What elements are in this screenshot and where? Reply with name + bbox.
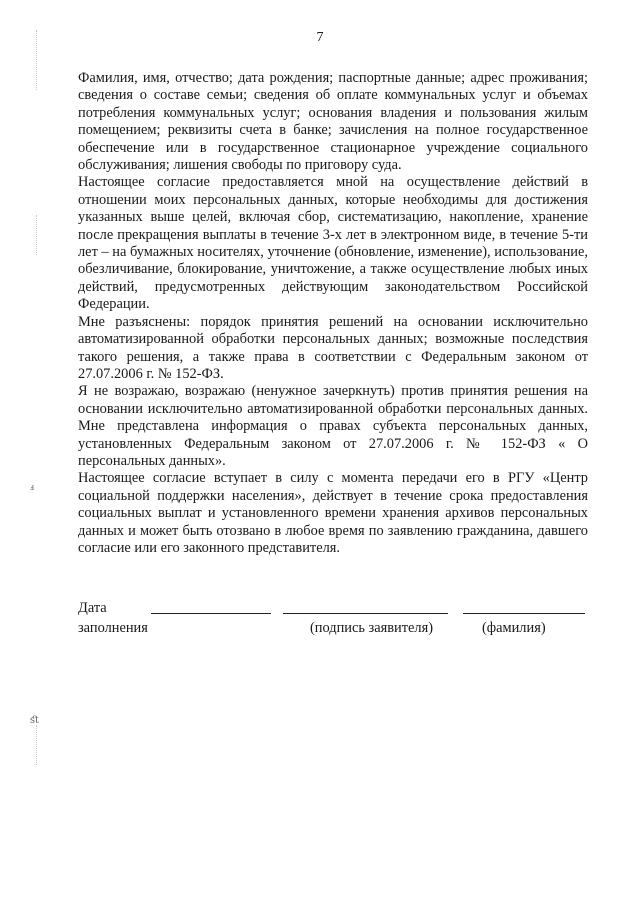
margin-mark: ﬆ bbox=[30, 715, 40, 726]
binding-dots bbox=[36, 725, 38, 765]
paragraph-no-objection: Я не возражаю, возражаю (ненужное зачеркнуть) против принятия решения на основании исключительно автоматизированной обработки персональных данных. Мне представлена информация о правах субъекта персональных данных, установленных Федеральным законом от 27.07.2006 г. № 152-ФЗ « О персональных данных». bbox=[78, 383, 588, 469]
paragraph-consent-actions: Настоящее согласие предоставляется мной на осуществление действий в отношении моих персональных данных, которые необходимы для достижения указанных выше целей, включая сбор, систематизацию, накопление, хранение после прекращения выплаты в течение 3-х лет в электронном виде, в течение 5-ти лет – на бумажных носителях, уточнение (обновление, изменение), использование, обезличивание, блокирование, уничтожение, а также осуществление любых иных действий, предусмотренных действующим законодательством Российской Федерации. bbox=[78, 174, 588, 313]
document-body bbox=[78, 70, 588, 557]
paragraph-explained-rights: Мне разъяснены: порядок принятия решений на основании исключительно автоматизированной обработки персональных данных; возможные последствия такого решения, а также права в соответствии с Федеральным законом от 27.07.2006 г. № 152-ФЗ. bbox=[78, 313, 588, 382]
date-label-second-line: заполнения bbox=[78, 620, 148, 636]
signature-line bbox=[283, 613, 448, 614]
date-label: Дата bbox=[78, 600, 107, 616]
page-number: 7 bbox=[316, 30, 324, 45]
surname-line bbox=[463, 613, 585, 614]
surname-caption: (фамилия) bbox=[482, 620, 546, 636]
paragraph-personal-data-list: Фамилия, имя, отчество; дата рождения; паспортные данные; адрес проживания; сведения о составе семьи; сведения об оплате коммунальных услуг и объемах потребления коммунальных услуг; основания владения и пользования жилым помещением; реквизиты счета в банке; зачисления на полное государственное обеспечение или в государственное стационарное учреждение социального обслуживания; лишения свободы по приговору суда. bbox=[78, 70, 588, 174]
binding-dots bbox=[36, 215, 38, 255]
paragraph-consent-validity: Настоящее согласие вступает в силу с момента передачи его в РГУ «Центр социальной поддержки населения», действует в течение срока предоставления социальных выплат и установленного времени хранения архивов персональных данных и может быть отозвано в любое время по заявлению гражданина, давшего согласие или его законного представителя. bbox=[78, 470, 588, 556]
date-line bbox=[151, 613, 271, 614]
signature-caption: (подпись заявителя) bbox=[310, 620, 434, 636]
signature-block bbox=[78, 600, 588, 645]
margin-mark: ⅎ bbox=[30, 482, 35, 493]
